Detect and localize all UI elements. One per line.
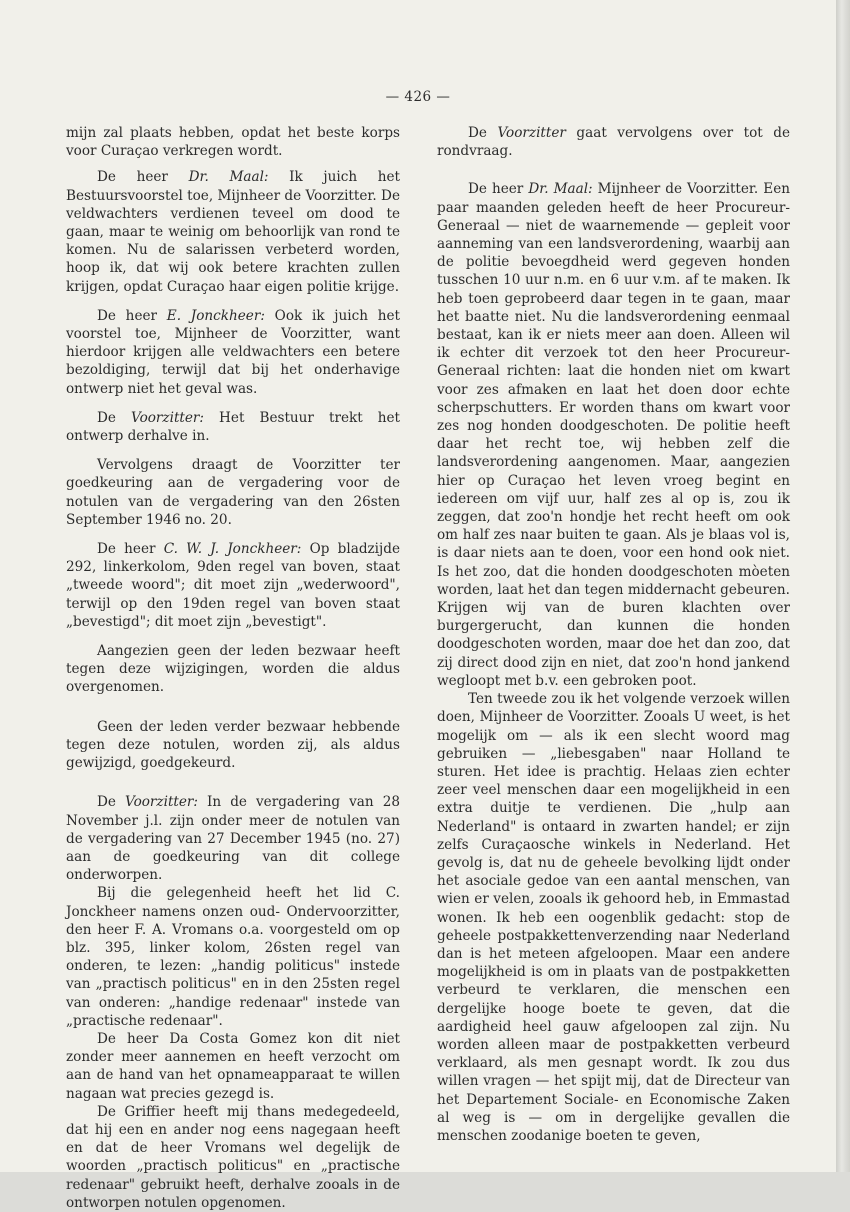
paragraph: mijn zal plaats hebben, opdat het beste korps voor Curaçao verkregen wordt. <box>66 125 400 160</box>
speaker-name: Voorzitter: <box>131 409 204 426</box>
speaker-name: Dr. Maal: <box>188 169 269 186</box>
paragraph: De heer E. Jonckheer: Ook ik juich het voorstel toe, Mijnheer de Voorzitter, want hierdoor krijgen alle veldwachters een betere bezoldiging, terwijl dat bij het onderhavige ontwerp niet het geval was. <box>66 307 400 397</box>
speaker-name: E. Jonckheer: <box>166 307 265 324</box>
paragraph: De heer C. W. J. Jonckheer: Op bladzijde 292, linkerkolom, 9den regel van boven, staat „tweede woord"; dit moet zijn „wederwoord", terwijl op den 19den regel van boven staat „bevestigd"; dit moet zijn „bevestigt". <box>66 541 400 630</box>
speaker-name: Voorzitter: <box>125 794 198 811</box>
paragraph: De heer Dr. Maal: Mijnheer de Voorzitter. Een paar maanden geleden heeft de heer Procureur-Generaal — niet de waarnemende — gepleit voor aanneming van een landsverordening, waarbij aan de politie bevoegdheid werd gegeven honden tusschen 10 uur n.m. en 6 uur v.m. af te maken. Ik heb toen geprobeerd daar tegen in te gaan, maar het baatte niet. Nu die landsverordening eenmaal bestaat, kan ik er niets meer aan doen. Alleen wil ik echter dit verzoek tot den heer Procureur-Generaal richten: laat die honden niet om kwart voor zes afmaken en laat het doen door echte scherpschutters. Er worden thans om kwart voor zes nog honden doodgeschoten. De politie heeft daar het recht toe, wij hebben zelf die landsverordening aangenomen. Maar, aangezien hier op Curaçao het leven vroeg begint en iedereen om vijf uur, half zes al op is, zou ik zeggen, dat zoo'n hondje het recht heeft om ook om half zes naar buiten te gaan. Als je blaas vol is, is daar niets aan te doen, voor een hond ook niet. Is het zoo, dat die honden doodgeschoten mòeten worden, laat het dan tegen middernacht gebeuren. Krijgen wij van de buren klachten over burgergerucht, dan kunnen die honden doodgeschoten worden, maar doe het dan zoo, dat zij direct dood zijn en niet, dat zoo'n hond jankend wegloopt met b.v. een gebroken poot. <box>437 181 790 689</box>
paragraph: De Griffier heeft mij thans medegedeeld, dat hij een en ander nog eens nagegaan heeft en dat de heer Vromans wel degelijk de woorden „practisch politicus" en „practische redenaar" gebruikt heeft, derhalve zooals in de ontworpen notulen opgenomen. <box>66 1103 400 1211</box>
right-column <box>437 124 790 1145</box>
speaker-name: C. W. J. Jonckheer: <box>163 541 302 558</box>
left-column <box>66 124 400 1212</box>
paragraph: De heer Dr. Maal: Ik juich het Bestuursvoorstel toe, Mijnheer de Voorzitter. De veldwachters verdienen teveel om dood te gaan, maar te weinig om behoorlijk van rond te komen. Nu de salarissen verbeterd worden, hoop ik, dat wij ook betere krachten zullen krijgen, opdat Curaçao haar eigen politie krijge. <box>66 169 400 295</box>
paragraph: Vervolgens draagt de Voorzitter ter goedkeuring aan de vergadering voor de notulen van de vergadering van den 26sten September 1946 no. 20. <box>66 457 400 528</box>
page-number: — 426 — <box>385 89 451 105</box>
paragraph: De heer Da Costa Gomez kon dit niet zonder meer aannemen en heeft verzocht om aan de hand van het opnameapparaat te willen nagaan wat precies gezegd is. <box>66 1030 400 1102</box>
speaker-name: Voorzitter <box>497 125 566 141</box>
paragraph: De Voorzitter gaat vervolgens over tot de rondvraag. <box>437 125 791 160</box>
paragraph: Ten tweede zou ik het volgende verzoek willen doen, Mijnheer de Voorzitter. Zooals U weet, is het mogelijk om — als ik een slecht woord mag gebruiken — „liebesgaben" naar Holland te sturen. Het idee is prachtig. Helaas zien echter zeer veel menschen daar een mogelijkheid in een extra duitje te verdienen. Die „hulp aan Nederland" is ontaard in zwarten handel; er zijn zelfs Curaçaosche winkels in Nederland. Het gevolg is, dat nu de geheele bevolking lijdt onder het asociale gedoe van een aantal menschen, van wien er velen, zooals ik gehoord heb, in Emmastad wonen. Ik heb een oogenblik gedacht: stop de geheele postpakkettenverzending naar Nederland dan is het meteen afgeloopen. Maar een andere mogelijkheid is om in plaats van de postpakketten verbeurd te verklaren, die menschen een dergelijke hooge boete te geven, dat die aardigheid heel gauw afgeloopen zal zijn. Nu worden alleen maar de postpakketten verbeurd verklaard, als men gesnapt wordt. Ik zou dus willen vragen — het spijt mij, dat de Directeur van het Departement Sociale- en Economische Zaken al weg is — om in dergelijke gevallen die menschen zoodanige boeten te geven, <box>437 691 790 1144</box>
paragraph: De Voorzitter: In de vergadering van 28 November j.l. zijn onder meer de notulen van de vergadering van 27 December 1945 (no. 27) aan de goedkeuring van dit college onderworpen. <box>66 794 400 884</box>
paragraph: Aangezien geen der leden bezwaar heeft tegen deze wijzigingen, worden die aldus overgenomen. <box>66 643 400 696</box>
paragraph: Bij die gelegenheid heeft het lid C. Jonckheer namens onzen oud- Ondervoorzitter, den heer F. A. Vromans o.a. voorgesteld om op blz. 395, linker kolom, 26sten regel van onderen, te lezen: „handig politicus" instede van „practisch politicus" en in den 25sten regel van onderen: „handige redenaar" instede van „practische redenaar". <box>66 885 400 1029</box>
paragraph: De Voorzitter: Het Bestuur trekt het ontwerp derhalve in. <box>66 409 400 445</box>
speaker-name: Dr. Maal: <box>528 181 593 198</box>
page-edge <box>836 0 850 1172</box>
paragraph: Geen der leden verder bezwaar hebbende tegen deze notulen, worden zij, als aldus gewijzigd, goedgekeurd. <box>66 718 400 772</box>
